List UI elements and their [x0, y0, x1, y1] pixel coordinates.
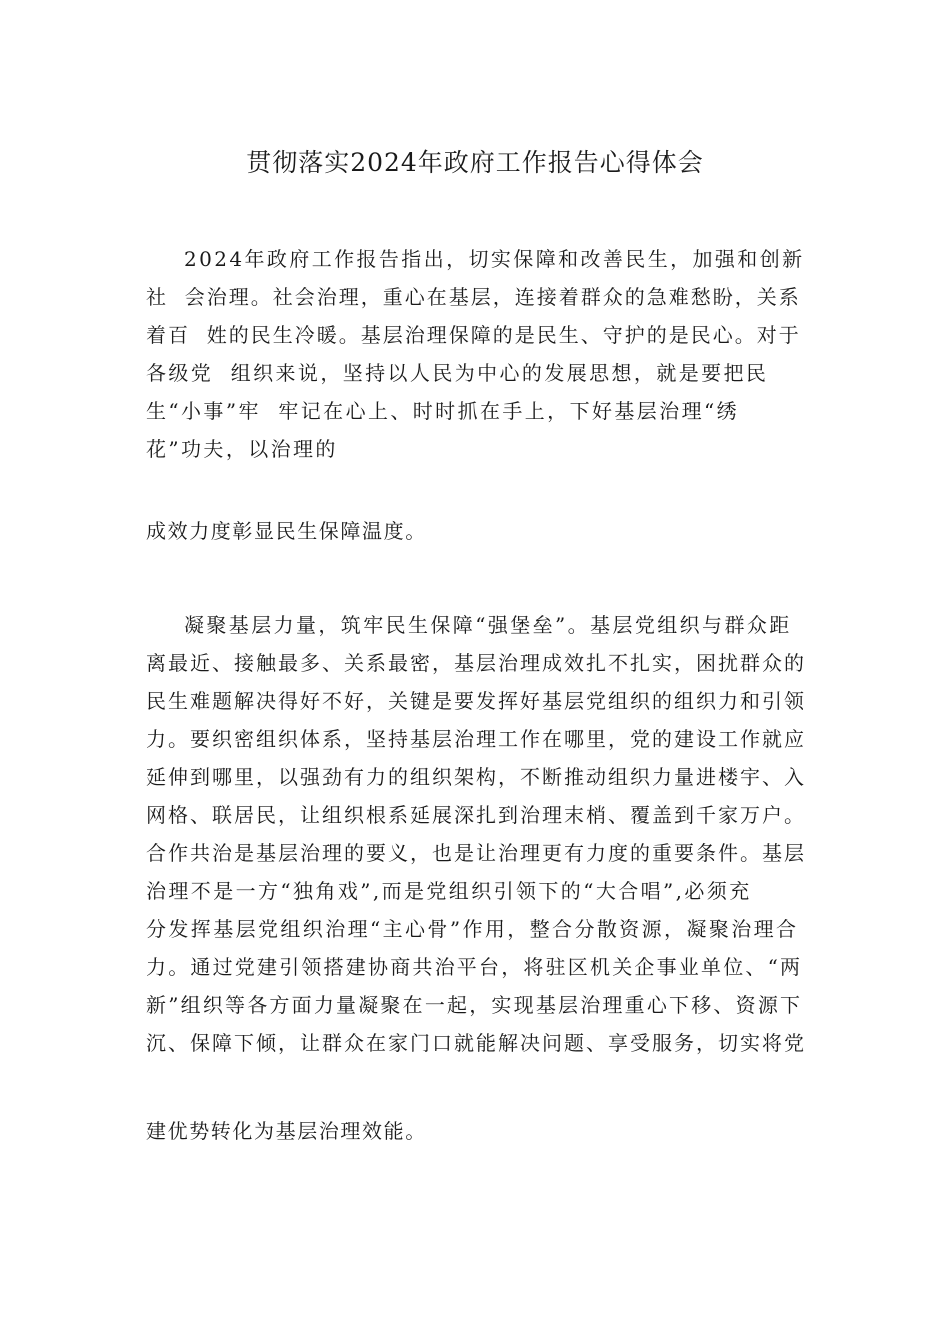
paragraph-line: 2024年政府工作报告指出，切实保障和改善民生，加强和创新	[184, 247, 805, 271]
paragraph-line: 建优势转化为基层治理效能。	[146, 1119, 427, 1143]
paragraph-line: 离最近、接触最多、关系最密，基层治理成效扎不扎实，困扰群众的	[146, 651, 806, 675]
paragraph-line: 花”功夫，以治理的	[146, 437, 338, 461]
paragraph-line: 新”组织等各方面力量凝聚在一起，实现基层治理重心下移、资源下	[146, 993, 803, 1017]
paragraph-line: 成效力度彰显民生保障温度。	[146, 519, 427, 543]
paragraph-line: 力。要织密组织体系，坚持基层治理工作在哪里，党的建设工作就应	[146, 727, 806, 751]
paragraph-line: 治理不是一方“独角戏”,而是党组织引领下的“大合唱”,必须充	[146, 879, 752, 903]
paragraph-line: 民生难题解决得好不好，关键是要发挥好基层党组织的组织力和引领	[146, 689, 806, 713]
paragraph-line: 社 会治理。社会治理，重心在基层，连接着群众的急难愁盼，关系	[146, 285, 801, 309]
paragraph-line: 力。通过党建引领搭建协商共治平台，将驻区机关企事业单位、“两	[146, 955, 803, 979]
paragraph-line: 生“小事”牢 牢记在心上、时时抓在手上，下好基层治理“绣	[146, 399, 739, 423]
paragraph-line: 各级党 组织来说，坚持以人民为中心的发展思想，就是要把民	[146, 361, 769, 385]
paragraph-line: 网格、联居民，让组织根系延展深扎到治理末梢、覆盖到千家万户。	[146, 803, 806, 827]
paragraph-line: 沉、保障下倾，让群众在家门口就能解决问题、享受服务，切实将党	[146, 1031, 806, 1055]
paragraph-line: 凝聚基层力量，筑牢民生保障“强堡垒”。基层党组织与群众距	[184, 613, 792, 637]
paragraph-line: 合作共治是基层治理的要义，也是让治理更有力度的重要条件。基层	[146, 841, 806, 865]
paragraph-2-continuation	[146, 1112, 806, 1150]
paragraph-line: 延伸到哪里，以强劲有力的组织架构，不断推动组织力量进楼宇、入	[146, 765, 806, 789]
paragraph-1-continuation	[146, 512, 806, 550]
paragraph-line: 着百 姓的民生冷暖。基层治理保障的是民生、守护的是民心。对于	[146, 323, 801, 347]
document-title: 贯彻落实2024年政府工作报告心得体会	[246, 148, 704, 177]
paragraph-line: 分发挥基层党组织治理“主心骨”作用，整合分散资源，凝聚治理合	[146, 917, 799, 941]
paragraph-2	[146, 606, 806, 1062]
paragraph-1	[146, 240, 806, 468]
